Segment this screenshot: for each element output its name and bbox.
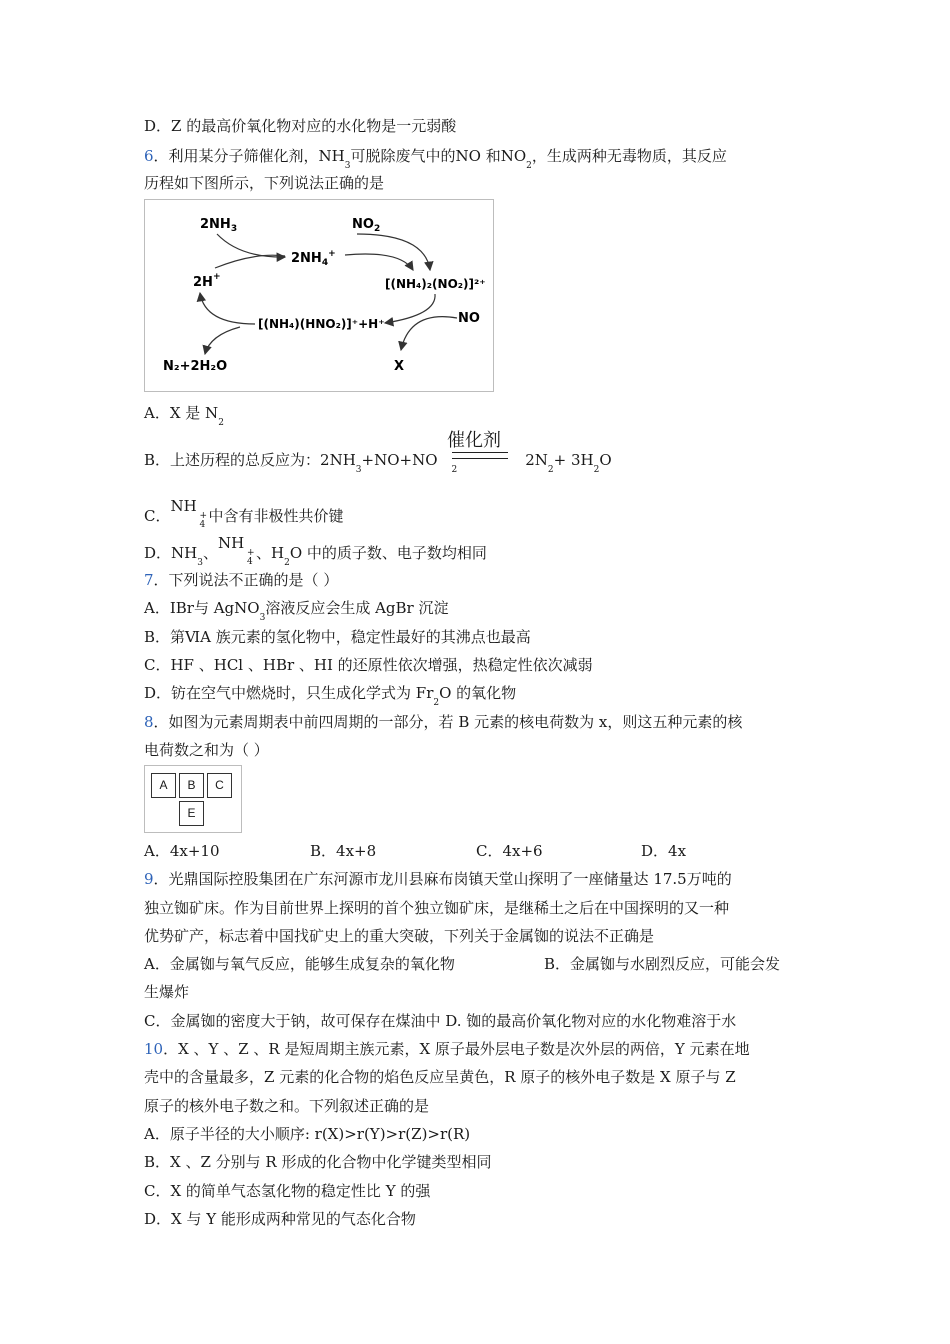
q8-option-d: D．4x [641, 842, 687, 860]
cell-a: A [151, 773, 176, 798]
label-no: NO [458, 311, 480, 326]
q9-stem-line3: 优势矿产，标志着中国找矿史上的重大突破，下列关于金属铷的说法不正确是 [144, 927, 655, 945]
arrow-complex2-to-h [200, 293, 255, 324]
label-2nh3: $2NH_3$ [200, 217, 238, 234]
q8-stem-line2: 电荷数之和为（ ） [144, 741, 269, 759]
label-complex-2: [(NH₄)(HNO₂)]⁺+H⁺ [258, 317, 385, 331]
q10-stem-line2: 壳中的含量最多，Z 元素的化合物的焰色反应呈黄色，R 原子的核外电子数是 X 原子与 Z [144, 1068, 736, 1086]
question-number: 8 [144, 713, 154, 731]
q10-stem-line1: 10．X 、Y 、Z 、R 是短周期主族元素，X 原子最外层电子数是次外层的两倍，Y 元素在地 [144, 1040, 750, 1058]
ammonium-formula: NH + 4 [217, 534, 255, 567]
arrow-nh4-to-complex [345, 254, 413, 270]
arrow-no2-in [357, 234, 430, 270]
q9-stem-line2: 独立铷矿床。作为目前世界上探明的首个独立铷矿床，是继稀土之后在中国探明的又一种 [144, 899, 730, 917]
cell-e: E [179, 801, 204, 826]
periodic-table-fragment [144, 765, 242, 833]
q6-option-d: D．$NH_3$、 NH + 4 、$H_2O$ 中的质子数、电子数均相同 [144, 534, 487, 568]
reaction-mechanism-diagram [145, 200, 493, 391]
q10-option-d: D．X 与 Y 能形成两种常见的气态化合物 [144, 1210, 416, 1228]
q10-option-b: B．X 、Z 分别与 R 形成的化合物中化学键类型相同 [144, 1153, 492, 1171]
q9-option-b: B．金属铷与水剧烈反应，可能会发 [544, 955, 781, 973]
q10-stem-line3: 原子的核外电子数之和。下列叙述正确的是 [144, 1097, 430, 1115]
q6-option-c: C． NH + 4 中含有非极性共价键 [144, 497, 344, 530]
cell-c: C [207, 773, 232, 798]
q7-option-b: B．第ⅥA 族元素的氢化物中，稳定性最好的其沸点也最高 [144, 628, 531, 646]
label-no2: $NO_2$ [352, 217, 381, 234]
q7-stem: 7．下列说法不正确的是（ ） [144, 571, 339, 589]
question-number: 7 [144, 571, 154, 589]
catalyst-label: 催化剂 [447, 430, 501, 451]
question-number: 6 [144, 147, 154, 165]
q8-stem-line1: 8．如图为元素周期表中前四周期的一部分，若 B 元素的核电荷数为 x，则这五种元素的核 [144, 713, 743, 731]
q7-option-a: A．IBr与 AgNO$_3$溶液反应会生成 AgBr 沉淀 [144, 599, 449, 623]
cell-b: B [179, 773, 204, 798]
q7-option-d: D．钫在空气中燃烧时，只生成化学式为 $Fr_2O$ 的氧化物 [144, 684, 517, 708]
arrow-nh3-to-nh4 [217, 234, 285, 257]
label-2h-plus: 2H+ [193, 272, 221, 290]
label-complex-1: [(NH₄)₂(NO₂)]²⁺ [385, 277, 486, 291]
q5-option-d: D．Z 的最高价氧化物对应的水化物是一元弱酸 [144, 117, 457, 135]
q8-option-a: A．4x+10 [144, 842, 220, 860]
q9-option-b-cont: 生爆炸 [144, 983, 190, 1001]
label-x: X [394, 359, 405, 374]
q9-option-c-d: C．金属铷的密度大于钠，故可保存在煤油中 D. 铷的最高价氧化物对应的水化物难溶于水 [144, 1012, 737, 1030]
q10-option-a: A．原子半径的大小顺序: r(X)>r(Y)>r(Z)>r(R) [144, 1125, 471, 1143]
q9-stem-line1: 9．光鼎国际控股集团在广东河源市龙川县麻布岗镇天堂山探明了一座储量达 17.5万吨的 [144, 870, 732, 888]
q9-option-a: A．金属铷与氧气反应，能够生成复杂的氧化物 [144, 955, 455, 973]
question-number: 9 [144, 870, 154, 888]
q6-option-b: B．上述历程的总反应为：$2NH_3+NO+NO_22N_2+ 3H_2O$ [144, 451, 612, 475]
q6-option-a: A．X 是 $N_2$ [144, 404, 224, 428]
q7-option-c: C．HF 、HCl 、HBr 、HI 的还原性依次增强，热稳定性依次减弱 [144, 656, 593, 674]
q8-option-b: B．4x+8 [310, 842, 377, 860]
ammonium-formula: NH + 4 [170, 497, 208, 530]
q8-option-c: C．4x+6 [476, 842, 543, 860]
q6-stem-line2: 历程如下图所示，下列说法正确的是 [144, 174, 385, 192]
q6-stem-line1: 6．利用某分子筛催化剂，$NH_3$可脱除废气中的NO 和$NO_2$，生成两种无毒物质，其反应 [144, 147, 727, 171]
arrow-no-in-x-out [401, 317, 457, 350]
reaction-mechanism-figure [144, 199, 494, 392]
question-number: 10 [144, 1040, 164, 1058]
arrow-to-n2-h2o [205, 327, 240, 354]
q10-option-c: C．X 的简单气态氢化物的稳定性比 Y 的强 [144, 1182, 431, 1200]
label-n2-2h2o: N₂+2H₂O [163, 359, 228, 374]
label-2nh4: $2NH_4^+$ [291, 249, 336, 268]
